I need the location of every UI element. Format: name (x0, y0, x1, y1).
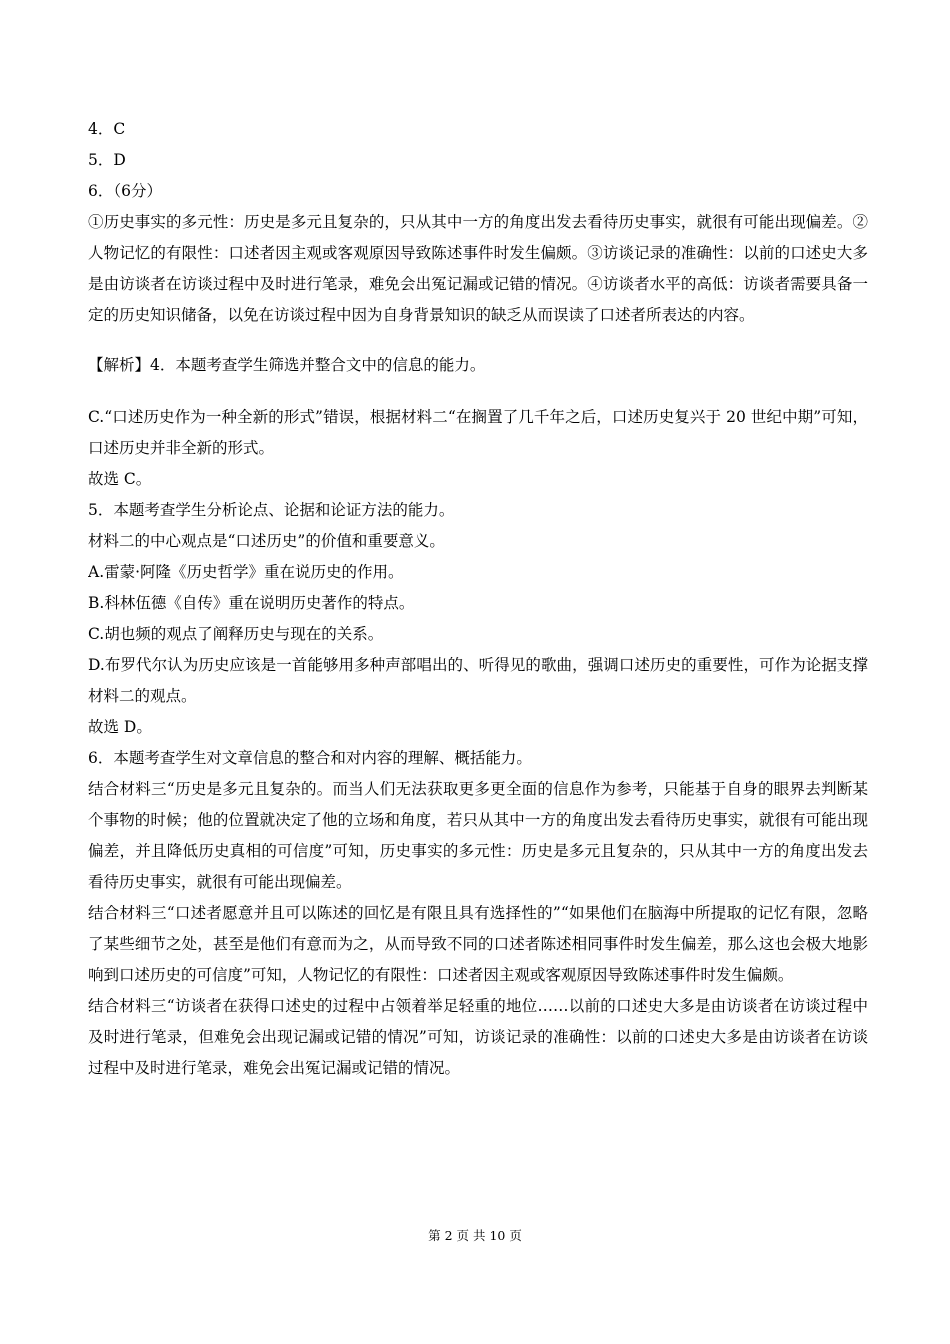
spacer (88, 331, 868, 350)
analysis-6-paragraph-1: 结合材料三“历史是多元且复杂的。而当人们无法获取更多更全面的信息作为参考，只能基于自身的眼界去判断某个事物的时候；他的位置就决定了他的立场和角度，若只从其中一方的角度出发去看待历史事实，就很有可能出现偏差，并且降低历史真相的可信度”可知，历史事实的多元性：历史是多元且复杂的，只从其中一方的角度出发去看待历史事实，就很有可能出现偏差。 (88, 780, 868, 891)
analysis-5-option-b: B.科林伍德《自传》重在说明历史著作的特点。 (88, 594, 415, 612)
analysis-4-option-c: C.“口述历史作为一种全新的形式”错误，根据材料二“在搁置了几千年之后，口述历史复兴于 20 世纪中期”可知，口述历史并非全新的形式。 (88, 408, 868, 457)
analysis-5-center-view: 材料二的中心观点是“口述历史”的价值和重要意义。 (88, 532, 445, 550)
analysis-6-paragraph-3: 结合材料三“访谈者在获得口述史的过程中占领着举足轻重的地位……以前的口述史大多是由访谈者在访谈过程中及时进行笔录，但难免会出现记漏或记错的情况”可知，访谈记录的准确性：以前的口述史大多是由访谈者在访谈过程中及时进行笔录，难免会出冤记漏或记错的情况。 (88, 997, 868, 1077)
analysis-5-option-d: D.布罗代尔认为历史应该是一首能够用多种声部唱出的、听得见的歌曲，强调口述历史的重要性，可作为论据支撑材料二的观点。 (88, 656, 868, 705)
page-footer: 第 2 页 共 10 页 (428, 1228, 522, 1243)
analysis-4-conclusion: 故选 C。 (88, 470, 152, 488)
answer-5: 5．D (88, 151, 126, 169)
answer-6-heading: 6．（6分） (88, 182, 162, 200)
analysis-intro: 【解析】4．本题考查学生筛选并整合文中的信息的能力。 (88, 356, 486, 374)
analysis-5-option-c: C.胡也频的观点了阐释历史与现在的关系。 (88, 625, 384, 643)
analysis-5-heading: 5．本题考查学生分析论点、论据和论证方法的能力。 (88, 501, 455, 519)
analysis-5-conclusion: 故选 D。 (88, 718, 152, 736)
answer-4: 4．C (88, 120, 126, 138)
analysis-6-heading: 6．本题考查学生对文章信息的整合和对内容的理解、概括能力。 (88, 749, 532, 767)
spacer (88, 381, 868, 402)
analysis-5-option-a: A.雷蒙·阿隆《历史哲学》重在说历史的作用。 (88, 563, 404, 581)
page-content (88, 114, 868, 1084)
answer-6-body: ①历史事实的多元性：历史是多元且复杂的，只从其中一方的角度出发去看待历史事实，就很有可能出现偏差。②人物记忆的有限性：口述者因主观或客观原因导致陈述事件时发生偏颇。③访谈记录的准确性：以前的口述史大多是由访谈者在访谈过程中及时进行笔录，难免会出冤记漏或记错的情况。④访谈者水平的高低：访谈者需要具备一定的历史知识储备，以免在访谈过程中因为自身背景知识的缺乏从而误读了口述者所表达的内容。 (88, 213, 868, 324)
analysis-6-paragraph-2: 结合材料三“口述者愿意并且可以陈述的回忆是有限且具有选择性的”“如果他们在脑海中所提取的记忆有限，忽略了某些细节之处，甚至是他们有意而为之，从而导致不同的口述者陈述相同事件时发生偏差，那么这也会极大地影响到口述历史的可信度”可知，人物记忆的有限性：口述者因主观或客观原因导致陈述事件时发生偏颇。 (88, 904, 868, 984)
